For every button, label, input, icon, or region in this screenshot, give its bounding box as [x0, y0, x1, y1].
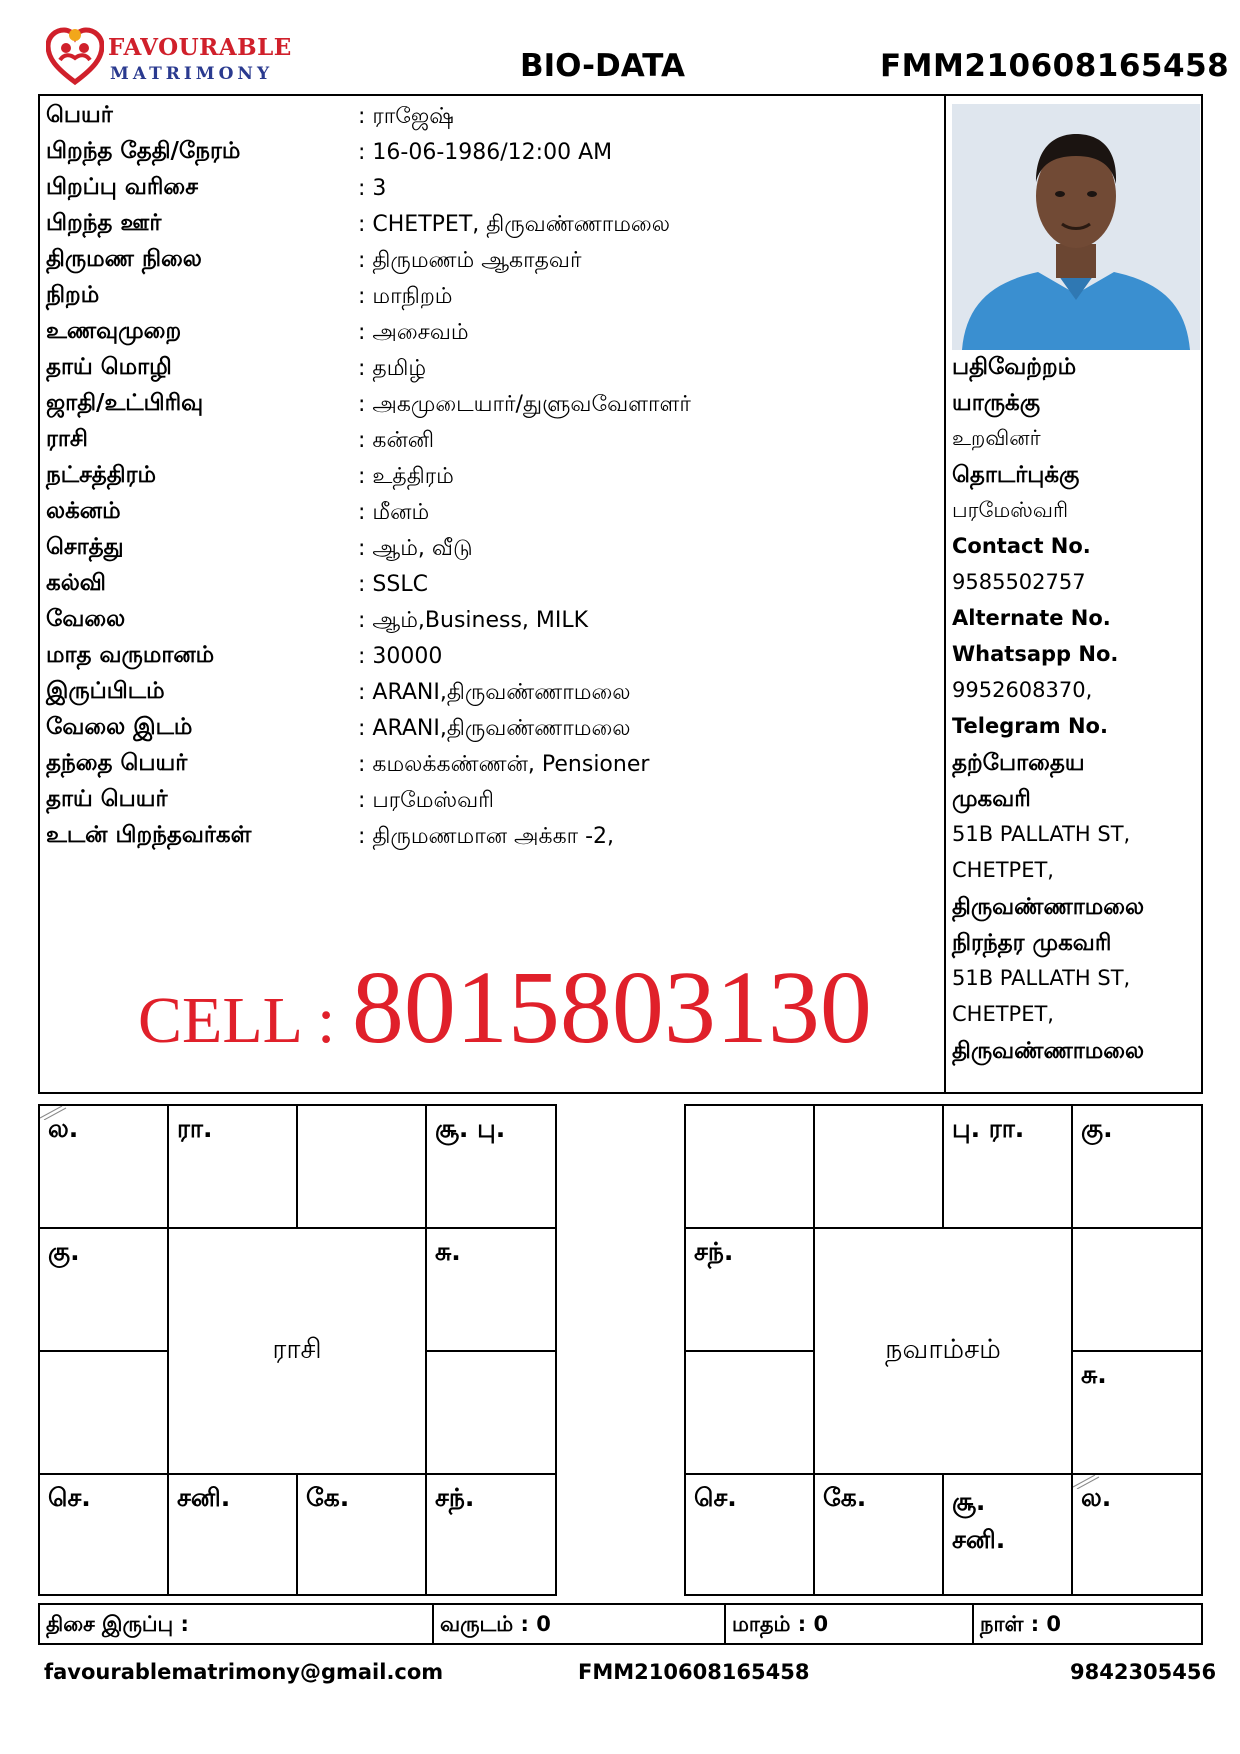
field-value: : கமலக்கண்ணன், Pensioner — [358, 752, 650, 777]
navamsam-box-7 — [686, 1352, 815, 1475]
field-value: : திருமணம் ஆகாதவர் — [358, 248, 582, 273]
field-value: : ராஜேஷ் — [358, 104, 454, 129]
navamsam-box-4: கு. — [1073, 1106, 1203, 1229]
field-label: உணவுமுறை — [46, 318, 182, 344]
field-label: ராசி — [46, 426, 88, 452]
field-label: பெயர் — [46, 102, 113, 128]
field-label: வேலை — [46, 606, 126, 632]
rasi-chart — [38, 1104, 557, 1596]
field-label: சொத்து — [46, 534, 124, 560]
rasi-box-5: கு. — [40, 1229, 169, 1352]
dasa-years: வருடம் : 0 — [440, 1612, 551, 1636]
field-label: தாய் மொழி — [46, 354, 172, 380]
field-value: : CHETPET, திருவண்ணாமலை — [358, 212, 670, 237]
brand-subname: MATRIMONY — [110, 64, 274, 84]
navamsam-box-1 — [686, 1106, 815, 1229]
navamsam-box-6 — [1073, 1229, 1203, 1352]
navamsam-box-8: சு. — [1073, 1352, 1203, 1475]
field-value: : திருமணமான அக்கா -2, — [358, 824, 615, 849]
field-label: லக்னம் — [46, 498, 121, 524]
contact-no-value: 9585502757 — [952, 570, 1086, 594]
field-value: : பரமேஸ்வரி — [358, 788, 494, 813]
field-label: கல்வி — [46, 570, 106, 596]
contact-no-label: Contact No. — [952, 534, 1091, 558]
rasi-box-3 — [298, 1106, 427, 1229]
field-value: : ஆம், வீடு — [358, 536, 473, 561]
registration-for-value: உறவினர் — [952, 426, 1041, 450]
footer-phone[interactable]: 9842305456 — [1070, 1660, 1217, 1684]
navamsam-box-5: சந். — [686, 1229, 815, 1352]
field-value: : 16-06-1986/12:00 AM — [358, 140, 613, 165]
cell-number: 8015803130 — [351, 950, 872, 1065]
field-label: ஜாதி/உட்பிரிவு — [46, 390, 204, 416]
profile-id: FMM210608165458 — [880, 48, 1230, 84]
permanent-address-label: நிரந்தர முகவரி — [952, 930, 1112, 956]
field-label: பிறந்த தேதி/நேரம் — [46, 138, 241, 164]
footer-profile-id: FMM210608165458 — [578, 1660, 810, 1684]
person-photo-icon — [952, 104, 1200, 350]
field-label: இருப்பிடம் — [46, 678, 165, 704]
field-label: உடன் பிறந்தவர்கள் — [46, 822, 252, 848]
dasa-days: நாள் : 0 — [980, 1612, 1062, 1636]
permanent-address-line-3: திருவண்ணாமலை — [952, 1038, 1145, 1064]
field-label: வேலை இடம் — [46, 714, 193, 740]
field-value: : ARANI,திருவண்ணாமலை — [358, 680, 631, 705]
rasi-box-11: கே. — [298, 1475, 427, 1596]
field-label: பிறந்த ஊர் — [46, 210, 162, 236]
navamsam-box-9: செ. — [686, 1475, 815, 1596]
footer-email[interactable]: favourablematrimony@gmail.com — [44, 1660, 444, 1684]
navamsam-center-label: நவாம்சம் — [815, 1229, 1073, 1475]
telegram-no-label: Telegram No. — [952, 714, 1108, 738]
navamsam-box-11: சூ. சனி. — [944, 1475, 1073, 1596]
field-value: : கன்னி — [358, 428, 435, 453]
dasa-months: மாதம் : 0 — [732, 1612, 829, 1636]
brand-logo — [46, 26, 326, 90]
rasi-box-7 — [40, 1352, 169, 1475]
registration-label: பதிவேற்றம் — [952, 354, 1077, 380]
alternate-no-label: Alternate No. — [952, 606, 1111, 630]
dasa-balance-label: திசை இருப்பு : — [46, 1612, 189, 1636]
whatsapp-no-value: 9952608370, — [952, 678, 1093, 702]
rasi-box-4: சூ. பு. — [427, 1106, 557, 1229]
field-value: : SSLC — [358, 572, 428, 597]
current-address-line-2: CHETPET, — [952, 858, 1054, 882]
field-value: : 3 — [358, 176, 387, 201]
field-value: : ARANI,திருவண்ணாமலை — [358, 716, 631, 741]
document-title: BIO-DATA — [520, 48, 686, 84]
field-label: திருமண நிலை — [46, 246, 202, 272]
permanent-address-line-2: CHETPET, — [952, 1002, 1054, 1026]
field-label: தந்தை பெயர் — [46, 750, 188, 776]
cell-phone-banner — [138, 948, 872, 1067]
corner-mark-icon — [1073, 1475, 1101, 1489]
dasa-balance-row — [38, 1603, 1203, 1645]
current-address-label: தற்போதைய — [952, 750, 1085, 776]
side-divider — [944, 94, 946, 1094]
rasi-box-6: சு. — [427, 1229, 557, 1352]
rasi-box-8 — [427, 1352, 557, 1475]
field-value: : அசைவம் — [358, 320, 469, 345]
navamsam-box-3: பு. ரா. — [944, 1106, 1073, 1229]
registration-for-label: யாருக்கு — [952, 390, 1041, 416]
contact-person-value: பரமேஸ்வரி — [952, 498, 1069, 522]
field-value: : 30000 — [358, 644, 443, 669]
field-value: : ஆம்,Business, MILK — [358, 608, 589, 633]
rasi-center-label: ராசி — [169, 1229, 427, 1475]
navamsam-box-10: கே. — [815, 1475, 944, 1596]
field-label: பிறப்பு வரிசை — [46, 174, 198, 200]
field-value: : அகமுடையார்/துளுவவேளாளர் — [358, 392, 691, 417]
field-label: நட்சத்திரம் — [46, 462, 157, 488]
cell-label: CELL : — [138, 984, 352, 1057]
heart-logo-icon — [46, 26, 104, 86]
rasi-box-12: சந். — [427, 1475, 557, 1596]
brand-name: FAVOURABLE — [108, 34, 292, 61]
field-value: : தமிழ் — [358, 356, 427, 381]
rasi-box-2: ரா. — [169, 1106, 298, 1229]
field-value: : உத்திரம் — [358, 464, 454, 489]
rasi-box-9: செ. — [40, 1475, 169, 1596]
field-value: : மாநிறம் — [358, 284, 453, 309]
current-address-line-1: 51B PALLATH ST, — [952, 822, 1131, 846]
field-label: நிறம் — [46, 282, 100, 308]
profile-photo — [952, 104, 1200, 350]
whatsapp-no-label: Whatsapp No. — [952, 642, 1119, 666]
permanent-address-line-1: 51B PALLATH ST, — [952, 966, 1131, 990]
contact-person-label: தொடர்புக்கு — [952, 462, 1080, 488]
current-address-line-3: திருவண்ணாமலை — [952, 894, 1145, 920]
navamsam-box-12: ல. — [1073, 1475, 1203, 1596]
rasi-box-10: சனி. — [169, 1475, 298, 1596]
field-label: தாய் பெயர் — [46, 786, 168, 812]
field-value: : மீனம் — [358, 500, 430, 525]
field-label: மாத வருமானம் — [46, 642, 215, 668]
current-address-label-2: முகவரி — [952, 786, 1031, 812]
rasi-box-1: ல. — [40, 1106, 169, 1229]
navamsam-chart — [684, 1104, 1203, 1596]
navamsam-box-2 — [815, 1106, 944, 1229]
